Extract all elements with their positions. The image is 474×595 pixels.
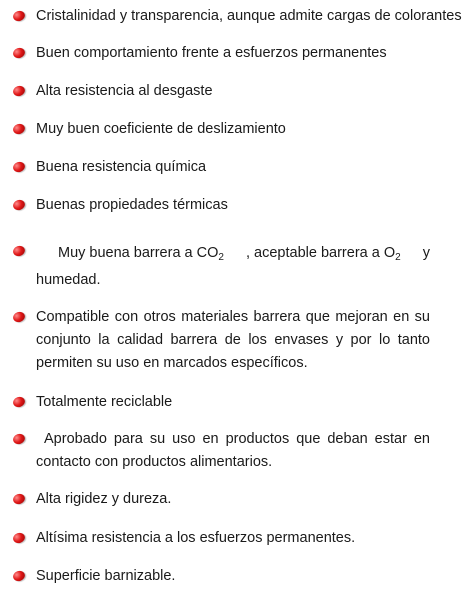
list-item-text: Aprobado para su uso en productos que deban estar en contacto con productos alimentarios. xyxy=(36,431,430,470)
list-item-text: Buenas propiedades térmicas xyxy=(36,197,228,213)
bullet-icon xyxy=(12,84,27,98)
barrier-text-part: Muy buena barrera a $CO_2$ xyxy=(58,245,224,263)
bullet-icon xyxy=(12,432,27,446)
bullet-icon xyxy=(12,160,27,174)
bullet-icon xyxy=(12,244,27,258)
bullet-icon xyxy=(12,122,27,136)
list-item-text: Cristalinidad y transparencia, aunque admite cargas de colorantes xyxy=(36,8,462,24)
list-item-text: Totalmente reciclable xyxy=(36,394,173,410)
bullet-icon xyxy=(12,310,27,324)
list-item-text: Altísima resistencia a los esfuerzos permanentes. xyxy=(36,530,356,546)
bullet-icon xyxy=(12,198,27,212)
barrier-text-part: , aceptable barrera a $O_2$ xyxy=(246,245,401,263)
bullet-icon xyxy=(12,531,27,545)
list-item-text: Compatible con otros materiales barrera que mejoran en su conjunto la calidad barrera de los envases y por lo tanto permiten su uso en marcados específicos. xyxy=(36,309,430,371)
bullet-icon xyxy=(12,492,27,506)
list-item-text xyxy=(58,242,430,265)
list-item-text: Muy buen coeficiente de deslizamiento xyxy=(36,121,286,137)
bullet-icon xyxy=(12,46,27,60)
bullet-icon xyxy=(12,9,27,23)
list-item-text: Alta resistencia al desgaste xyxy=(36,83,213,99)
list-item-text: Superficie barnizable. xyxy=(36,568,176,584)
barrier-text-part: y xyxy=(422,245,430,261)
list-item-text-continued: humedad. xyxy=(36,272,101,288)
list-item-text: Buena resistencia química xyxy=(36,159,207,175)
list-item-text: Alta rigidez y dureza. xyxy=(36,491,172,507)
bullet-icon xyxy=(12,569,27,583)
list-item-text: Buen comportamiento frente a esfuerzos permanentes xyxy=(36,45,387,61)
bullet-icon xyxy=(12,395,27,409)
